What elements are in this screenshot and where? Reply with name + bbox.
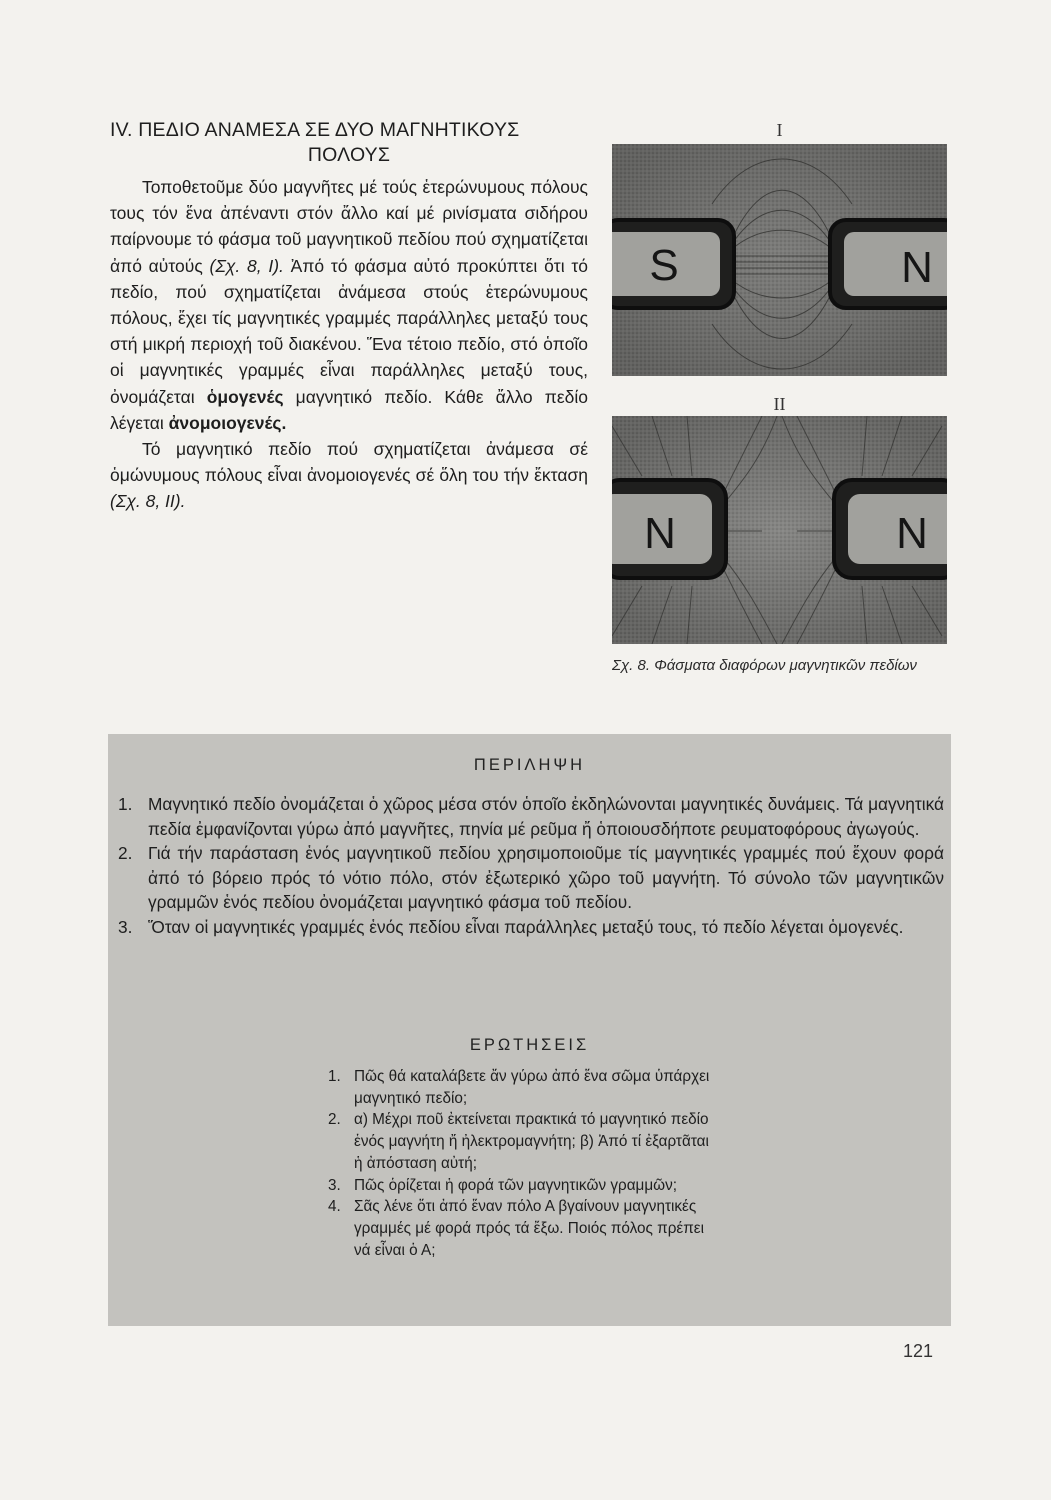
p2-text-a: Τό μαγνητικό πεδίο πού σχηματίζεται ἀνάμεσα σέ ὁμώνυμους πόλους εἶναι ἀνομοιογενές σέ ὅλη του τήν ἔκταση (110, 439, 588, 486)
section-title-line1: IV. ΠΕΔΙΟ ΑΝΑΜΕΣΑ ΣΕ ΔΥΟ ΜΑΓΝΗΤΙΚΟΥΣ (110, 119, 520, 141)
questions-list (328, 1066, 716, 1261)
fig1-left-pole-label: S (649, 241, 679, 290)
fig2-right-pole-label: N (896, 509, 928, 558)
section-title (110, 118, 588, 168)
summary-item-number: 1. (118, 794, 133, 814)
summary-box (108, 734, 951, 1326)
p1-text-a: Τοποθετοῦμε δύο μαγνῆτες μέ τούς ἑτερώνυμους πόλους τους τόν ἕνα ἀπέναντι στόν ἄλλο καί μέ ρινίσματα σιδήρου παίρνουμε τό φάσμα τοῦ μαγνητικοῦ πεδίου πού σχηματίζεται ἀπό αὐτούς (110, 177, 588, 276)
questions-heading: ΕΡΩΤΗΣΕΙΣ (469, 1036, 590, 1054)
question-number: 3. (328, 1176, 341, 1194)
question-text: α) Μέχρι ποῦ ἐκτείνεται πρακτικά τό μαγνητικό πεδίο ἑνός μαγνήτη ἤ ἠλεκτρομαγνήτη; β) Ἀπό τί ἐξαρτᾶται ἡ ἀπόσταση αὐτή; (354, 1111, 709, 1172)
question-item (328, 1109, 716, 1174)
p1-text-b: Ἀπό τό φάσμα αὐτό προκύπτει ὅτι τό πεδίο, πού σχηματίζεται ἀνάμεσα στούς ἑτερώνυμους πόλους, ἔχει τίς μαγνητικές γραμμές παράλληλες μεταξύ τους στή μικρή περιοχή τοῦ διακένου. Ἕνα τέτοιο πεδίο, στό ὁποῖο οἱ μαγνητικές γραμμές εἶναι παράλληλες μεταξύ τους, ὀνομάζεται (110, 255, 588, 407)
fig1-right-pole-label: N (901, 243, 933, 292)
section-title-line2: ΠΟΛΟΥΣ (307, 144, 391, 166)
figure-label-i: I (776, 120, 783, 140)
paragraph-2 (110, 436, 588, 515)
question-text: Πῶς ὁρίζεται ἡ φορά τῶν μαγνητικῶν γραμμῶν; (354, 1176, 678, 1194)
figure-label-ii: II (773, 394, 786, 414)
question-text: Πῶς θά καταλάβετε ἄν γύρω ἀπό ἕνα σῶμα ὑπάρχει μαγνητικό πεδίο; (354, 1068, 710, 1107)
question-text: Σᾶς λένε ὅτι ἀπό ἕναν πόλο Α βγαίνουν μαγνητικές γραμμές μέ φορά πρός τά ἔξω. Ποιός πόλος πρέπει νά εἶναι ὁ Α; (354, 1198, 705, 1259)
figure-caption: Σχ. 8. Φάσματα διαφόρων μαγνητικῶν πεδίων (612, 657, 917, 674)
question-number: 1. (328, 1068, 341, 1085)
p1-term-homogeneous: ὁμογενές (206, 386, 284, 407)
section-iv (110, 118, 588, 515)
summary-list (118, 792, 944, 939)
p1-term-inhomogeneous: ἀνομοιογενές. (168, 412, 287, 433)
question-item (328, 1175, 716, 1197)
summary-heading: ΠΕΡΙΛΗΨΗ (473, 756, 586, 774)
figure-8-ii (612, 394, 947, 644)
summary-item-number: 3. (118, 916, 133, 937)
question-number: 4. (328, 1198, 341, 1216)
summary-item-number: 2. (118, 843, 133, 863)
summary-item (118, 841, 944, 915)
question-item (328, 1196, 716, 1261)
p1-figure-ref: (Σχ. 8, Ι). (209, 255, 284, 276)
summary-item (118, 792, 944, 841)
figure-8-i (612, 118, 947, 376)
p1-text-c: μαγνητικό πεδίο. Κάθε ἄλλο πεδίο λέγεται (110, 386, 588, 433)
fig2-left-pole-label: N (644, 509, 676, 558)
summary-item-text: Μαγνητικό πεδίο ὀνομάζεται ὁ χῶρος μέσα στόν ὁποῖο ἐκδηλώνονται μαγνητικές δυνάμεις. Τά μαγνητικά πεδία ἐμφανίζονται γύρω ἀπό μαγνῆτες, πηνία μέ ρεῦμα ἤ ὁποιουσδήποτε ρευματοφόρους ἀγωγούς. (148, 794, 944, 839)
field-spectrum-opposite-poles (612, 144, 947, 376)
question-item (328, 1066, 716, 1109)
page-number: 121 (903, 1341, 934, 1361)
question-number: 2. (328, 1111, 341, 1129)
summary-item (118, 915, 944, 940)
p2-figure-ref: (Σχ. 8, ΙΙ). (110, 491, 186, 512)
summary-item-text: Ὅταν οἱ μαγνητικές γραμμές ἑνός πεδίου εἶναι παράλληλες μεταξύ τους, τό πεδίο λέγεται ὁμογενές. (148, 916, 904, 937)
summary-item-text: Γιά τήν παράσταση ἑνός μαγνητικοῦ πεδίου χρησιμοποιοῦμε τίς μαγνητικές γραμμές πού ἔχουν φορά ἀπό τό βόρειο πρός τό νότιο πόλο, στόν ἐξωτερικό χῶρο τοῦ μαγνήτη. Τό σύνολο τῶν μαγνητικῶν γραμμῶν ἑνός πεδίου ὀνομάζεται μαγνητικό φάσμα τοῦ πεδίου. (148, 843, 944, 912)
paragraph-1 (110, 174, 588, 436)
field-spectrum-like-poles (612, 416, 947, 644)
